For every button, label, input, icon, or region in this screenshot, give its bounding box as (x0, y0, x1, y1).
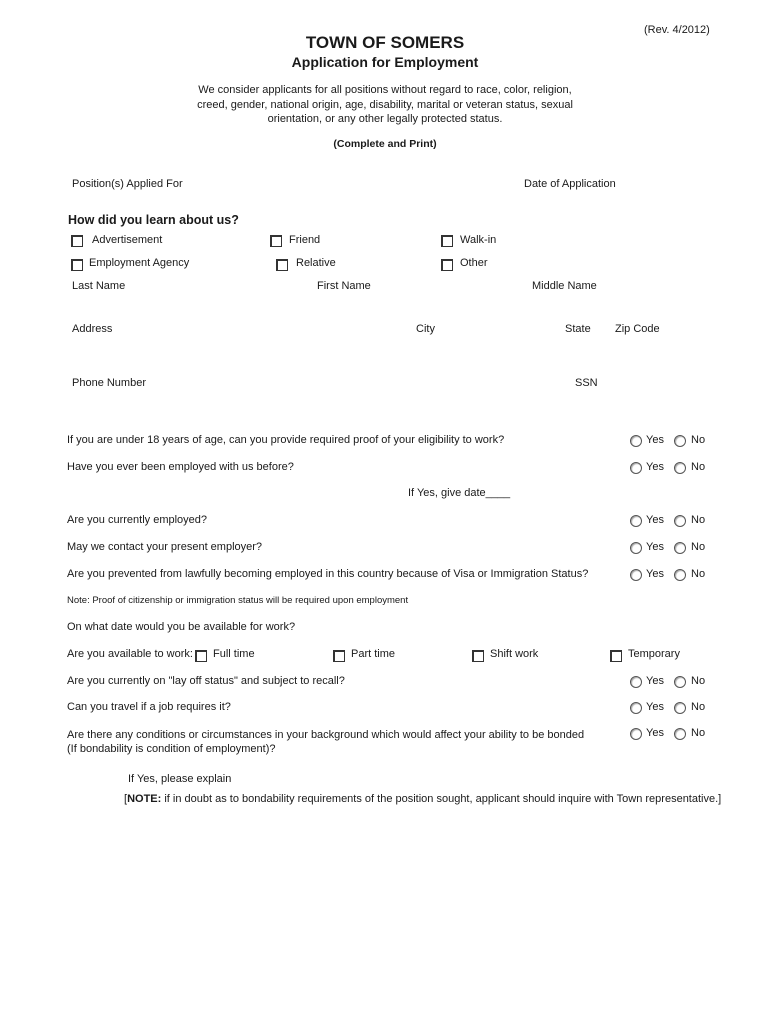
temporary-checkbox[interactable] (610, 650, 622, 662)
contact-employer-question: May we contact your present employer? (67, 541, 263, 553)
yes-label: Yes (646, 701, 664, 713)
layoff-yes-radio[interactable] (630, 676, 642, 688)
contact-employer-yes-radio[interactable] (630, 542, 642, 554)
no-label: No (691, 568, 706, 580)
if-yes-give-date: If Yes, give date____ (408, 487, 511, 499)
no-label: No (691, 514, 706, 526)
date-of-application-label: Date of Application (524, 178, 616, 190)
no-label: No (691, 675, 706, 687)
bonded-no-radio[interactable] (674, 728, 686, 740)
friend-label: Friend (289, 234, 321, 246)
yes-label: Yes (646, 727, 664, 739)
currently-employed-yes-radio[interactable] (630, 515, 642, 527)
available-date-question: On what date would you be available for work? (67, 621, 296, 633)
bondability-note: [NOTE: if in doubt as to bondability requirements of the position sought, applicant should inquire with Town representative.] (124, 793, 722, 805)
shift-work-checkbox[interactable] (472, 650, 484, 662)
address-label: Address (72, 323, 113, 335)
last-name-label: Last Name (72, 280, 126, 292)
no-label: No (691, 701, 706, 713)
available-to-work-question: Are you available to work: (67, 648, 193, 660)
employment-agency-label: Employment Agency (89, 257, 190, 269)
page-title: TOWN OF SOMERS (305, 33, 465, 52)
yes-label: Yes (646, 541, 664, 553)
yes-label: Yes (646, 568, 664, 580)
policy-line-1: We consider applicants for all positions without regard to race, color, religion, (198, 84, 572, 96)
zip-code-label: Zip Code (615, 323, 660, 335)
walk-in-checkbox[interactable] (441, 235, 453, 247)
advertisement-label: Advertisement (92, 234, 163, 246)
bonded-question-line-1: Are there any conditions or circumstances in your background which would affect your ability to be bonded (67, 729, 585, 741)
contact-employer-no-radio[interactable] (674, 542, 686, 554)
ssn-label: SSN (575, 377, 598, 389)
state-label: State (565, 323, 591, 335)
layoff-no-radio[interactable] (674, 676, 686, 688)
part-time-label: Part time (351, 648, 396, 660)
no-label: No (691, 461, 706, 473)
currently-employed-no-radio[interactable] (674, 515, 686, 527)
yes-label: Yes (646, 461, 664, 473)
policy-line-3: orientation, or any other legally protected status. (267, 113, 503, 125)
advertisement-checkbox[interactable] (71, 235, 83, 247)
friend-checkbox[interactable] (270, 235, 282, 247)
no-label: No (691, 727, 706, 739)
referral-heading: How did you learn about us? (68, 213, 239, 227)
full-time-checkbox[interactable] (195, 650, 207, 662)
visa-no-radio[interactable] (674, 569, 686, 581)
under-18-no-radio[interactable] (674, 435, 686, 447)
phone-number-label: Phone Number (72, 377, 146, 389)
layoff-question: Are you currently on "lay off status" and subject to recall? (67, 675, 345, 687)
visa-question: Are you prevented from lawfully becoming employed in this country because of Visa or Immigration Status? (67, 568, 589, 580)
revision-label: (Rev. 4/2012) (644, 24, 710, 36)
no-label: No (691, 541, 706, 553)
under-18-yes-radio[interactable] (630, 435, 642, 447)
positions-label: Position(s) Applied For (72, 178, 183, 190)
temporary-label: Temporary (628, 648, 680, 660)
relative-label: Relative (296, 257, 336, 269)
relative-checkbox[interactable] (276, 259, 288, 271)
instruction: (Complete and Print) (333, 138, 437, 150)
note-label: NOTE: (127, 793, 162, 805)
employed-before-question: Have you ever been employed with us before? (67, 461, 294, 473)
no-label: No (691, 434, 706, 446)
part-time-checkbox[interactable] (333, 650, 345, 662)
employed-before-no-radio[interactable] (674, 462, 686, 474)
first-name-label: First Name (317, 280, 371, 292)
if-yes-explain: If Yes, please explain (128, 773, 232, 785)
full-time-label: Full time (213, 648, 255, 660)
note-text: if in doubt as to bondability requirements of the position sought, applicant should inquire with Town representative.] (161, 793, 722, 805)
currently-employed-question: Are you currently employed? (67, 514, 208, 526)
employed-before-yes-radio[interactable] (630, 462, 642, 474)
travel-question: Can you travel if a job requires it? (67, 701, 231, 713)
bonded-question-line-2: (If bondability is condition of employment)? (67, 743, 276, 755)
employment-agency-checkbox[interactable] (71, 259, 83, 271)
travel-no-radio[interactable] (674, 702, 686, 714)
yes-label: Yes (646, 514, 664, 526)
visa-note: Note: Proof of citizenship or immigration status will be required upon employment (67, 595, 409, 606)
shift-work-label: Shift work (490, 648, 539, 660)
page-subtitle: Application for Employment (291, 54, 479, 70)
other-label: Other (460, 257, 488, 269)
travel-yes-radio[interactable] (630, 702, 642, 714)
visa-yes-radio[interactable] (630, 569, 642, 581)
policy-line-2: creed, gender, national origin, age, disability, marital or veteran status, sexual (197, 99, 573, 111)
middle-name-label: Middle Name (532, 280, 597, 292)
walk-in-label: Walk-in (460, 234, 497, 246)
other-checkbox[interactable] (441, 259, 453, 271)
yes-label: Yes (646, 434, 664, 446)
city-label: City (416, 323, 435, 335)
under-18-question: If you are under 18 years of age, can you provide required proof of your eligibility to work? (67, 434, 505, 446)
bonded-yes-radio[interactable] (630, 728, 642, 740)
yes-label: Yes (646, 675, 664, 687)
